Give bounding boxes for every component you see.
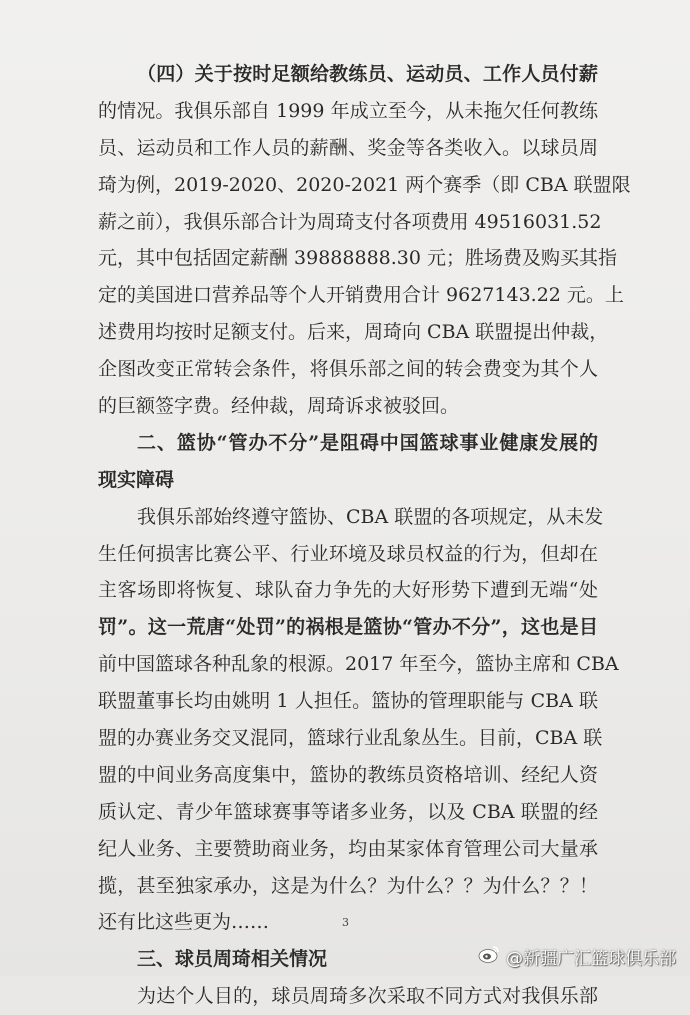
text-line: 生任何损害比赛公平、行业环境及球员权益的行为，但却在 [98, 542, 598, 565]
text-line: 纪人业务、主要赞助商业务，均由某家体育管理公司大量承 [98, 837, 598, 860]
text-line: 质认定、青少年篮球赛事等诸多业务，以及 CBA 联盟的经 [98, 800, 598, 823]
text-line: 主客场即将恢复、球队奋力争先的大好形势下遭到无端“处 [98, 579, 598, 602]
text-line: 薪之前），我俱乐部合计为周琦支付各项费用 49516031.52 [98, 210, 602, 233]
text-line: 盟的办赛业务交叉混同，篮球行业乱象丛生。目前，CBA 联 [98, 727, 603, 750]
document-body [98, 56, 631, 1015]
text-line: 罚”。这一荒唐“处罚”的祸根是篮协“管办不分”，这也是目 [98, 616, 598, 639]
text-line: 联盟董事长均由姚明 1 人担任。篮协的管理职能与 CBA 联 [98, 690, 598, 713]
text-line: 的情况。我俱乐部自 1999 年成立至今，从未拖欠任何教练 [98, 99, 598, 122]
watermark-text: @新疆广汇篮球俱乐部 [506, 949, 676, 969]
text-line: 的巨额签字费。经仲裁，周琦诉求被驳回。 [98, 395, 460, 418]
text-line: 定的美国进口营养品等个人开销费用合计 9627143.22 元。上 [98, 284, 624, 307]
text-line: 员、运动员和工作人员的薪酬、奖金等各类收入。以球员周 [98, 136, 598, 159]
text-line: （四）关于按时足额给教练员、运动员、工作人员付薪 [137, 63, 598, 85]
text-line: 前中国篮球各种乱象的根源。2017 年至今，篮协主席和 CBA [98, 653, 619, 676]
text-line: 企图改变正常转会条件，将俱乐部之间的转会费变为其个人 [98, 358, 598, 381]
text-line: 揽，甚至独家承办，这是为什么？为什么？？为什么？？！ [98, 874, 598, 897]
page-number: 3 [342, 916, 349, 929]
text-line: 盟的中间业务高度集中，篮协的教练员资格培训、经纪人资 [98, 763, 598, 786]
weibo-icon [478, 944, 500, 969]
text-line: 我俱乐部始终遵守篮协、CBA 联盟的各项规定，从未发 [137, 505, 604, 528]
text-line: 现实障碍 [98, 468, 175, 491]
text-line: 为达个人目的，球员周琦多次采取不同方式对我俱乐部 [137, 985, 598, 1008]
text-line: 元，其中包括固定薪酬 39888888.30 元；胜场费及购买其指 [98, 247, 618, 270]
text-line: 还有比这些更为…… [98, 911, 270, 934]
text-line: 二、篮协“管办不分”是阻碍中国篮球事业健康发展的 [137, 431, 598, 454]
text-line: 琦为例，2019-2020、2020-2021 两个赛季（即 CBA 联盟限 [98, 173, 631, 196]
text-line: 述费用均按时足额支付。后来，周琦向 CBA 联盟提出仲裁， [98, 321, 609, 344]
weibo-watermark [478, 944, 676, 969]
text-line: 三、球员周琦相关情况 [137, 948, 328, 971]
